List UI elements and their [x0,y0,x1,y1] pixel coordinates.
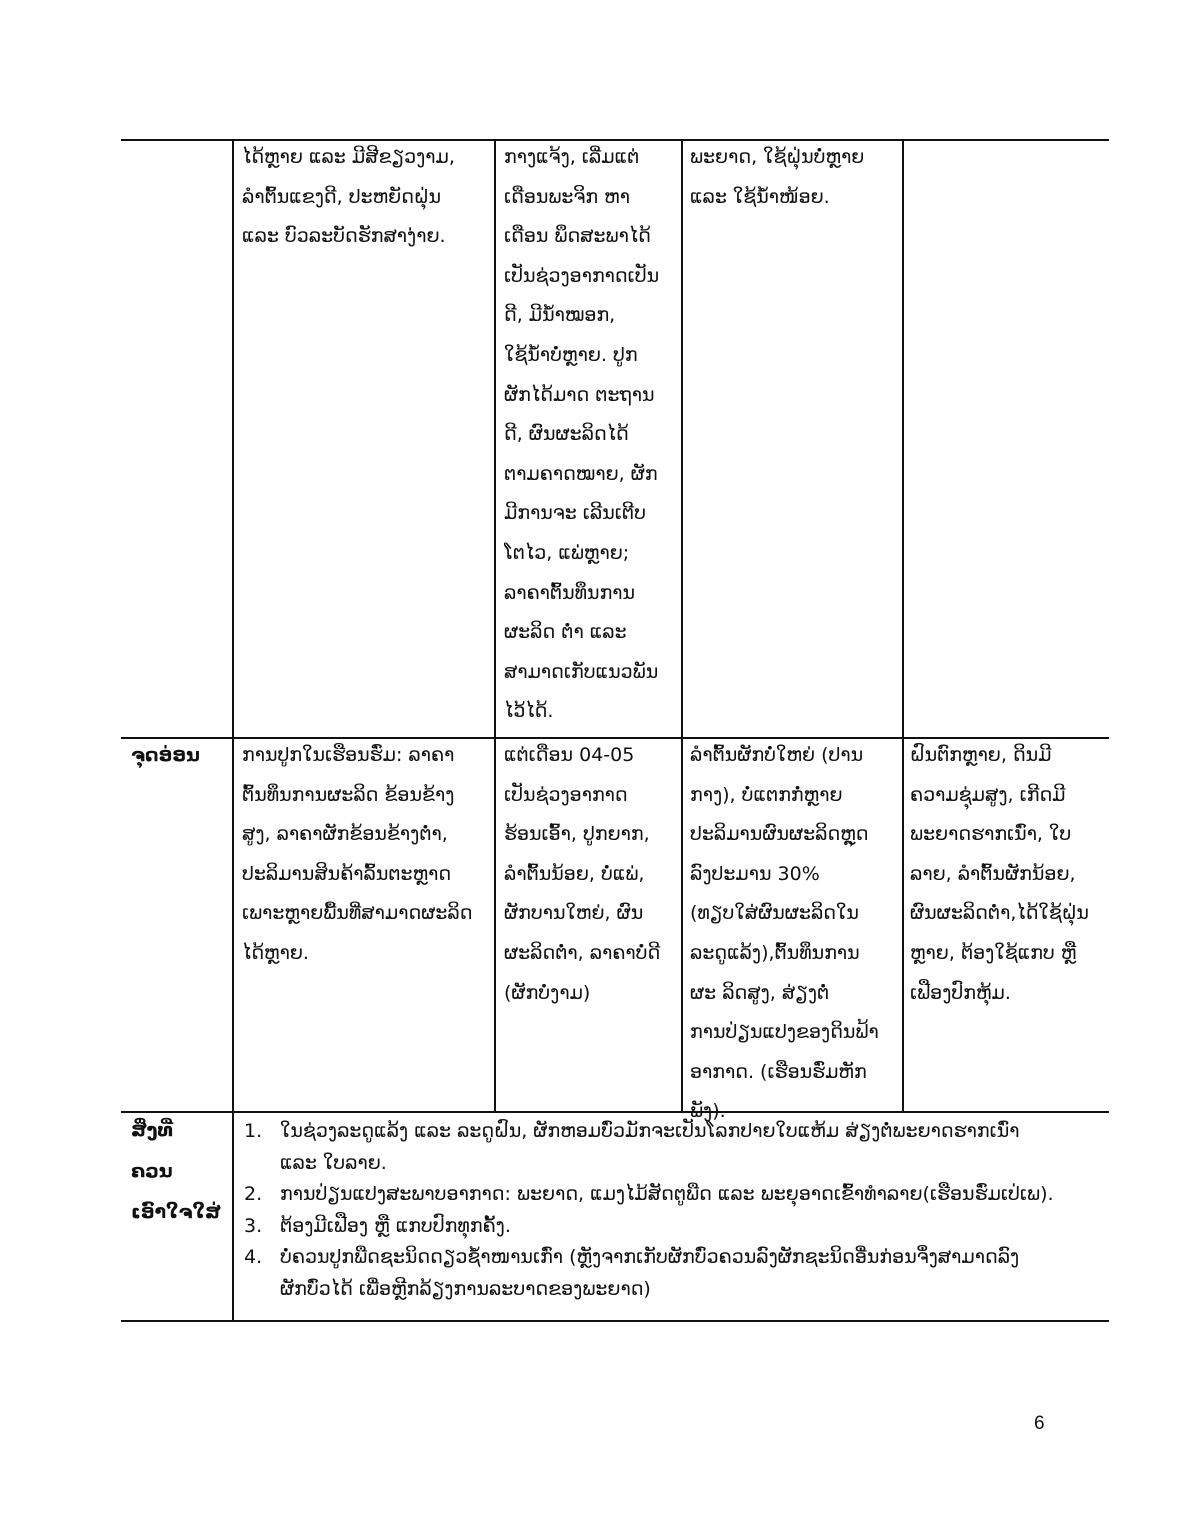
continued-row-col3 [504,138,680,732]
text-line: ການປ່ຽນແປງຂອງດິນຟ້າ [690,1021,879,1044]
text-line: ແຕ່ເດືອນ 04-05 [504,744,635,766]
row-header-label: ຈຸດອ່ອນ [131,744,200,766]
column-divider-2 [494,139,496,1112]
text-line: ມີການຈະ ເລີນເຕີບ [504,502,646,525]
list-number: 2. [244,1183,263,1206]
text-line: ໃນຊ່ວງລະດູແລ້ງ ແລະ ລະດູຝົນ, ຜັກຫອມບົ່ວມັກຈະເປັນໂລກປາຍໃບແຫ້ມ ສ່ຽງຕໍ່ພະຍາດຮາກເນົ່າ [280,1120,1020,1142]
list-text [280,1242,1104,1305]
text-line: ລຳຕົ້ນແຂງດີ, ປະຫຍັດຝຸ່ນ [242,185,442,208]
text-line: (ຜັກບໍ່ງາມ) [504,981,591,1004]
list-item [244,1242,1104,1305]
text-line: ຝົນຕົກຫຼາຍ, ດິນມີ [910,744,1052,766]
column-divider-1 [232,139,234,1321]
text-line: ໃຊ້ນ້ຳບໍ່ຫຼາຍ. ປູກ [504,343,638,366]
text-line: ສາມາດເກັບແນວພັນ [504,660,659,683]
text-line: ພະຍາດ, ໃຊ້ຝຸ່ນບໍ່ຫຼາຍ [690,146,865,168]
text-line: ແລະ ໃບລາຍ. [280,1151,387,1174]
column-divider-3 [681,139,683,1112]
text-line: ຜັກໄດ້ມາດ ຕະຖານ [504,383,655,406]
list-item [244,1116,1104,1179]
text-line: ໂຕໄວ, ແພ່ຫຼາຍ; [504,541,630,564]
text-line: ໄດ້ຫຼາຍ ແລະ ມີສີຂຽວງາມ, [242,146,455,168]
text-line: ເຟືອງປົກຫຸ້ມ. [910,981,1011,1004]
row-header-label: ຄວນ [131,1160,173,1182]
text-line: ການປ່ຽນແປງສະພາບອາກາດ: ພະຍາດ, ແມງໄມ້ສັດຕູພືດ ແລະ ພະຍຸອາດເຂົ້າທຳລາຍ(ເຮືອນຮົ່ມເປ່ເພ). [280,1183,1054,1206]
weakness-row-header [131,736,231,776]
list-number: 1. [244,1120,263,1142]
text-line: ຕົ້ນທຶນການຜະລິດ ຂ້ອນຂ້າງ [242,783,455,806]
text-line: ພັງ). [690,1100,726,1123]
text-line: ດີ, ມີນ້ຳໝອກ, [504,304,616,327]
text-line: ຜົນຜະລິດຕ່ຳ,ໄດ້ໃຊ້ຝຸ່ນ [910,902,1089,925]
table-bottom-border [121,1320,1109,1322]
text-line: ຮ້ອນເອົ້າ, ປູກຍາກ, [504,823,650,846]
list-number: 3. [244,1214,263,1237]
text-line: ພະຍາດຮາກເນົ່າ, ໃບ [910,823,1072,846]
text-line: (ທຽບໃສ່ຜົນຜະລິດໃນ [690,902,859,925]
row-divider-2 [121,1111,1109,1113]
text-line: ລຳຕົ້ນນ້ອຍ, ບໍ່ແພ່, [504,862,645,885]
list-text [280,1116,1104,1179]
text-line: ຜະລິດ ຕ່ຳ ແລະ [504,621,627,644]
text-line: ເປັນຊ່ວງອາກາດເປັນ [504,264,660,287]
text-line: ເດືອນພະຈິກ ຫາ [504,185,630,208]
text-line: ຜັກບົ່ວໄດ້ ເພື່ອຫຼີກລ້ຽງການລະບາດຂອງພະຍາດ) [280,1277,651,1300]
list-item [244,1211,1104,1243]
column-divider-4 [902,139,904,1112]
text-line: ລຳຕົ້ນຜັກບໍ່ໃຫຍ່ (ປານ [690,744,864,766]
text-line: ຜະລິດຕ່ຳ, ລາຄາບໍ່ດີ [504,941,661,964]
list-text [280,1211,1104,1243]
list-text [280,1179,1104,1211]
continued-row-col2 [242,138,492,257]
text-line: ບໍ່ຄວນປູກພືດຊະນິດດຽວຊ້ຳໜານເກົ່າ (ຫຼັງຈາກເກັບຜັກບົ່ວຄວນລົງຜັກຊະນິດອື່ນກ່ອນຈຶ່ງສາມາດລົງ [280,1246,1020,1269]
weakness-row-col2 [242,736,492,974]
text-line: ລາຍ, ລຳຕົ້ນຜັກນ້ອຍ, [910,862,1076,885]
text-line: ຕ້ອງມີເຟືອງ ຫຼື ແກບປົກທຸກຄັ້ງ. [280,1214,511,1237]
text-line: ກາງ), ບໍ່ແຕກກໍ່ຫຼາຍ [690,783,843,806]
text-line: ລະດູແລ້ງ),ຕົ້ນທຶນການ [690,941,860,964]
notes-list [244,1116,1104,1306]
text-line: ສູງ, ລາຄາຜັກຂ້ອນຂ້າງຕ່ຳ, [242,823,448,846]
text-line: ເດືອນ ພຶດສະພາໄດ້ [504,225,651,248]
notes-row-header [131,1110,231,1233]
page-number: 6 [1034,1413,1045,1434]
row-header-label: ເອົາໃຈໃສ່ [131,1201,221,1223]
weakness-row-col5 [910,736,1108,1013]
text-line: ຕາມຄາດໝາຍ, ຜັກ [504,462,658,485]
text-line: ຜະ ລິດສູງ, ສ່ຽງຕໍ່ [690,981,830,1004]
text-line: ລົງປະມານ 30% [690,862,820,885]
text-line: ປະລິມານຜົນຜະລິດຫຼຸດ [690,823,869,846]
text-line: ດີ, ຜົນຜະລິດໄດ້ [504,423,629,446]
weakness-row-col3 [504,736,680,1013]
text-line: ເປັນຊ່ວງອາກາດ [504,783,628,806]
text-line: ແລະ ບົວລະບັດຮັກສາງ່າຍ. [242,225,446,248]
text-line: ປະລິມານສິນຄ້າລົ້ນຕະຫຼາດ [242,862,452,885]
text-line: ໄວ້ໄດ້. [504,700,554,723]
text-line: ຄວາມຊຸ່ມສູງ, ເກີດມີ [910,783,1066,806]
text-line: ແລະ ໃຊ້ນ້ຳໜ້ອຍ. [690,185,830,208]
text-line: ອາກາດ. (ເຮືອນຮົ່ມຫັກ [690,1060,867,1083]
text-line: ຜັກບານໃຫຍ່, ຜົນ [504,902,644,925]
text-line: ເພາະຫຼາຍພື້ນທີ່ສາມາດຜະລິດ [242,902,473,925]
text-line: ການປູກໃນເຮືອນຮົ່ມ: ລາຄາ [242,744,455,766]
text-line: ລາຄາຕົ້ນທຶນການ [504,581,636,604]
text-line: ໄດ້ຫຼາຍ. [242,941,309,964]
list-number: 4. [244,1246,263,1269]
weakness-row-col4 [690,736,900,1132]
text-line: ຫຼາຍ, ຕ້ອງໃຊ້ແກບ ຫຼື [910,941,1077,964]
row-header-label: ສິ່ງທີ່ [131,1119,174,1141]
list-item [244,1179,1104,1211]
continued-row-col4 [690,138,900,217]
text-line: ກາງແຈ້ງ, ເລີ່ມແຕ່ [504,146,640,168]
